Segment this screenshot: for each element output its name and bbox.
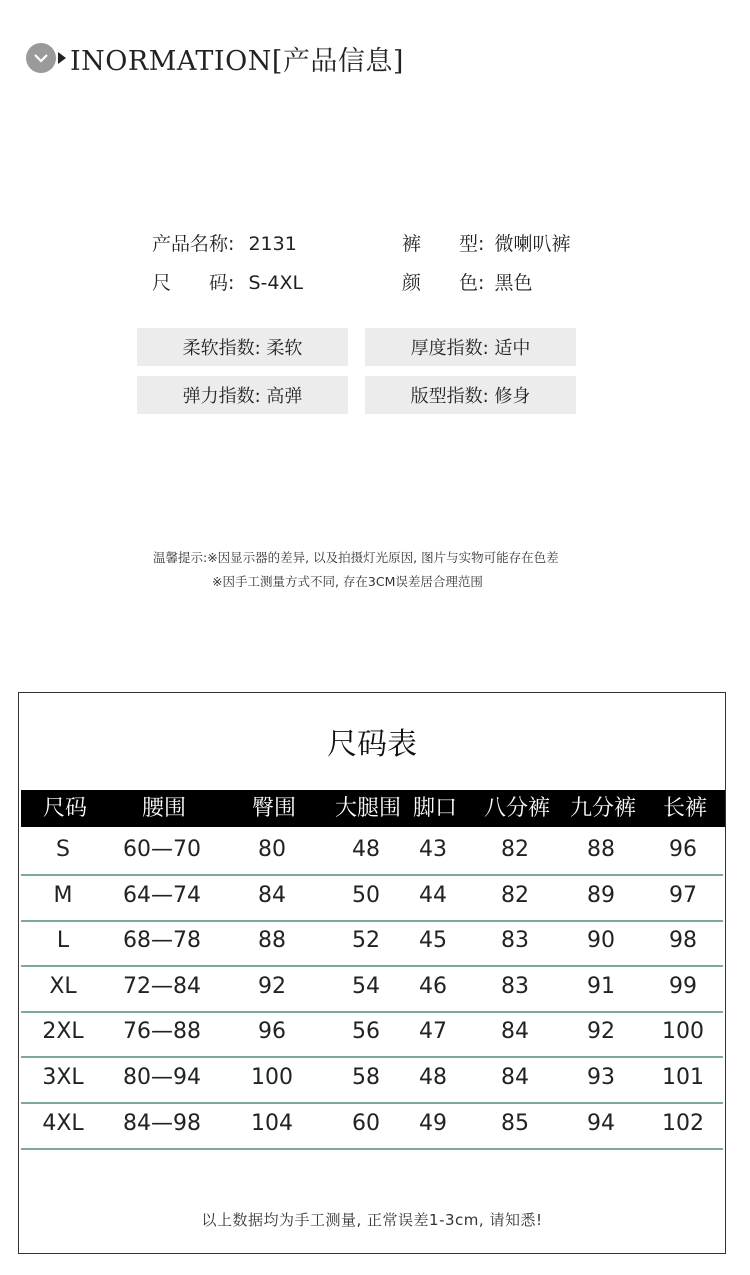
table-row bbox=[19, 922, 725, 967]
info-size bbox=[152, 268, 303, 295]
table-cell: 92 bbox=[258, 973, 286, 999]
note-line-2: ※因手工测量方式不同, 存在3CM误差居合理范围 bbox=[212, 574, 483, 589]
table-cell: 96 bbox=[258, 1019, 286, 1045]
table-row bbox=[19, 1105, 725, 1150]
info-type bbox=[402, 229, 570, 256]
table-cell: 80—94 bbox=[123, 1065, 201, 1090]
table-cell: 58 bbox=[352, 1065, 380, 1090]
table-cell: 64—74 bbox=[123, 882, 201, 908]
table-cell: 49 bbox=[419, 1110, 447, 1136]
index-thickness: 厚度指数: 适中 bbox=[365, 328, 576, 366]
table-cell: 52 bbox=[352, 928, 380, 954]
table-cell: 96 bbox=[669, 837, 697, 862]
info-name bbox=[152, 229, 297, 256]
info-size-label: 尺 码: bbox=[152, 272, 235, 294]
table-cell: 84 bbox=[258, 882, 286, 908]
chevron-down-icon bbox=[26, 43, 56, 73]
table-cell: 93 bbox=[587, 1065, 615, 1090]
table-cell: S bbox=[56, 837, 70, 862]
column-header: 长裤 bbox=[662, 796, 707, 821]
table-cell: 83 bbox=[501, 973, 529, 999]
info-name-label: 产品名称: bbox=[152, 233, 235, 255]
table-cell: 100 bbox=[662, 1019, 704, 1045]
row-divider bbox=[21, 1148, 723, 1150]
size-table-header bbox=[21, 790, 725, 827]
info-type-label: 裤 型: bbox=[402, 233, 485, 255]
table-cell: 90 bbox=[587, 928, 615, 954]
table-cell: 84 bbox=[501, 1019, 529, 1045]
info-name-value: 2131 bbox=[248, 233, 297, 255]
table-cell: 104 bbox=[251, 1110, 293, 1136]
table-cell: 84—98 bbox=[123, 1110, 201, 1136]
column-header: 八分裤 bbox=[483, 796, 550, 821]
triangle-marker-icon bbox=[58, 52, 66, 64]
table-cell: 43 bbox=[419, 837, 447, 862]
table-cell: 92 bbox=[587, 1019, 615, 1045]
table-cell: 98 bbox=[669, 928, 697, 954]
table-cell: 97 bbox=[669, 882, 697, 908]
column-header: 尺码 bbox=[42, 796, 87, 821]
table-cell: M bbox=[53, 882, 73, 908]
info-type-value: 微喇叭裤 bbox=[494, 233, 571, 255]
table-cell: 2XL bbox=[42, 1019, 84, 1045]
table-row bbox=[19, 877, 725, 922]
table-cell: 80 bbox=[258, 837, 286, 862]
size-table-footnote: 以上数据均为手工测量, 正常误差1-3cm, 请知悉! bbox=[201, 1211, 543, 1229]
column-header: 臀围 bbox=[251, 796, 296, 821]
size-table bbox=[18, 692, 726, 1254]
column-header: 九分裤 bbox=[569, 796, 636, 821]
info-color-label: 颜 色: bbox=[402, 272, 485, 294]
table-cell: 68—78 bbox=[123, 928, 201, 954]
index-fit: 版型指数: 修身 bbox=[365, 376, 576, 414]
table-cell: 76—88 bbox=[123, 1019, 201, 1045]
table-cell: 99 bbox=[669, 973, 697, 999]
table-cell: 60 bbox=[352, 1110, 380, 1136]
table-cell: 91 bbox=[587, 973, 615, 999]
table-cell: 4XL bbox=[42, 1110, 84, 1136]
table-cell: 102 bbox=[662, 1110, 704, 1136]
table-cell: 46 bbox=[419, 973, 447, 999]
table-cell: 83 bbox=[501, 928, 529, 954]
table-cell: 54 bbox=[352, 973, 380, 999]
column-header: 大腿围 bbox=[334, 796, 401, 821]
table-cell: 3XL bbox=[42, 1065, 84, 1090]
table-row bbox=[19, 831, 725, 876]
table-row bbox=[19, 1059, 725, 1104]
table-cell: 48 bbox=[352, 837, 380, 862]
table-cell: 47 bbox=[419, 1019, 447, 1045]
table-cell: 44 bbox=[419, 882, 447, 908]
note-line-1: 温馨提示:※因显示器的差异, 以及拍摄灯光原因, 图片与实物可能存在色差 bbox=[153, 550, 559, 565]
section-title: INORMATION[产品信息] bbox=[70, 45, 404, 77]
table-row bbox=[19, 1013, 725, 1058]
table-cell: 72—84 bbox=[123, 973, 201, 999]
table-cell: L bbox=[56, 928, 70, 954]
table-cell: 88 bbox=[587, 837, 615, 862]
table-cell: 56 bbox=[352, 1019, 380, 1045]
table-cell: 89 bbox=[587, 882, 615, 908]
table-cell: 82 bbox=[501, 882, 529, 908]
table-cell: 100 bbox=[251, 1065, 293, 1090]
table-cell: XL bbox=[49, 973, 77, 999]
table-row bbox=[19, 968, 725, 1013]
table-cell: 101 bbox=[662, 1065, 704, 1090]
table-cell: 45 bbox=[419, 928, 447, 954]
index-softness: 柔软指数: 柔软 bbox=[137, 328, 348, 366]
table-cell: 50 bbox=[352, 882, 380, 908]
table-cell: 82 bbox=[501, 837, 529, 862]
section-header bbox=[26, 40, 404, 76]
column-header: 脚口 bbox=[412, 796, 457, 821]
info-color bbox=[402, 268, 532, 295]
info-size-value: S-4XL bbox=[248, 272, 304, 294]
size-table-title: 尺码表 bbox=[327, 727, 417, 762]
table-cell: 85 bbox=[501, 1110, 529, 1136]
column-header: 腰围 bbox=[141, 796, 186, 821]
table-cell: 84 bbox=[501, 1065, 529, 1090]
table-cell: 94 bbox=[587, 1110, 615, 1136]
table-cell: 48 bbox=[419, 1065, 447, 1090]
table-cell: 60—70 bbox=[123, 837, 201, 862]
info-color-value: 黑色 bbox=[494, 272, 533, 294]
index-elasticity: 弹力指数: 高弹 bbox=[137, 376, 348, 414]
table-cell: 88 bbox=[258, 928, 286, 954]
